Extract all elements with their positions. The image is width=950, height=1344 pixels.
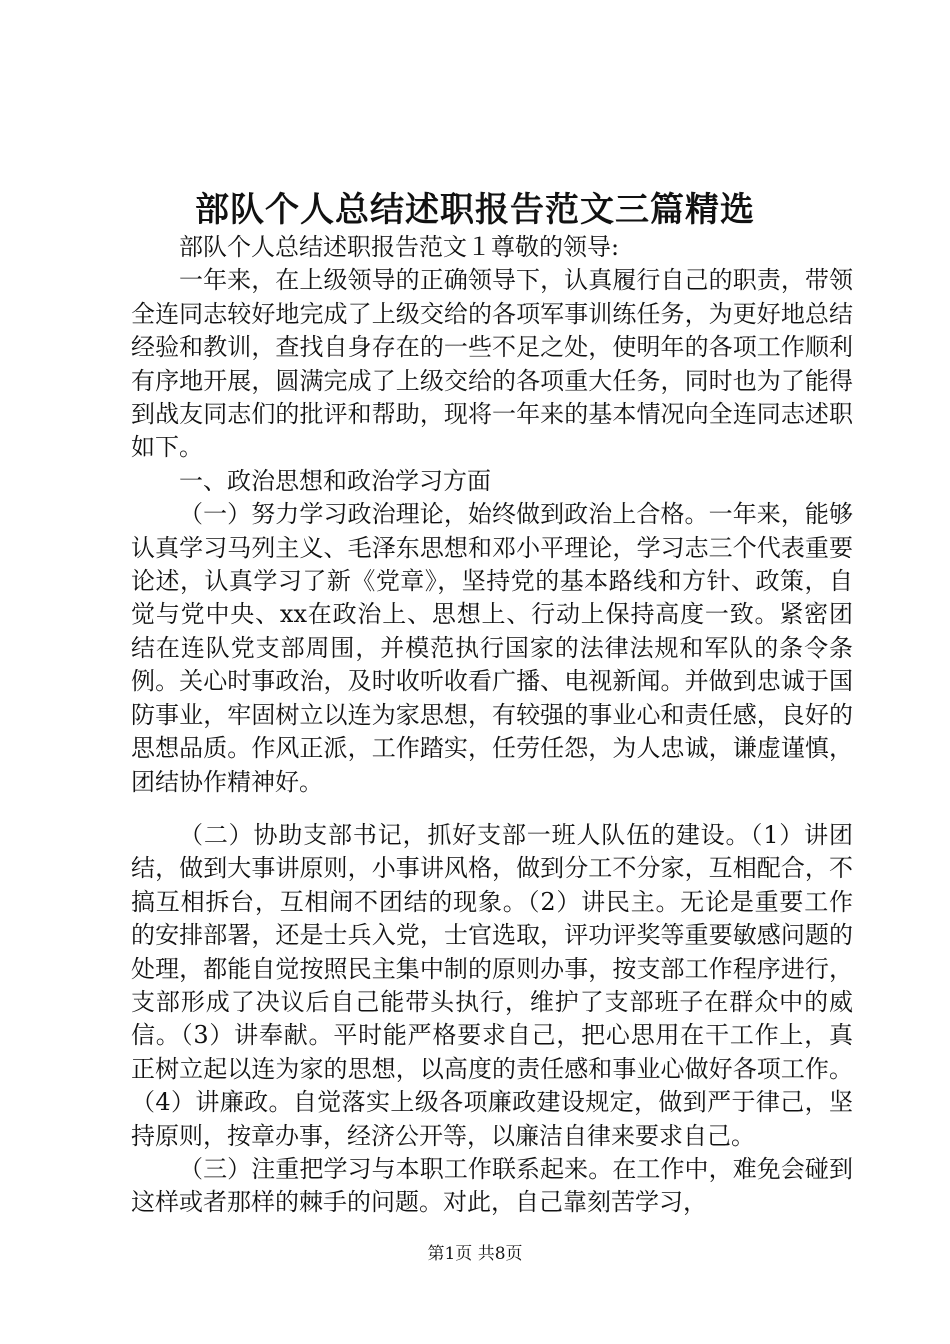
intro-paragraph: 一年来，在上级领导的正确领导下，认真履行自己的职责，带领全连同志较好地完成了上级交给的各项军事训练任务，为更好地总结经验和教训，查找自身存在的一些不足之处，使明年的各项工作顺利有序地开展，圆满完成了上级交给的各项重大任务，同时也为了能得到战友同志们的批评和帮助，现将一年来的基本情况向全连同志述职如下。 (131, 266, 853, 462)
section-heading: 一、政治思想和政治学习方面 (179, 466, 491, 495)
page-footer: 第1页 共8页 (427, 1244, 523, 1264)
paragraph-one: （一）努力学习政治理论，始终做到政治上合格。一年来，能够认真学习马列主义、毛泽东思想和邓小平理论，学习志三个代表重要论述，认真学习了新《党章》，坚持党的基本路线和方针、政策，自觉与党中央、xx在政治上、思想上、行动上保持高度一致。紧密团结在连队党支部周围，并模范执行国家的法律法规和军队的条令条例。关心时事政治，及时收听收看广播、电视新闻。并做到忠诚于国防事业，牢固树立以连为家思想，有较强的事业心和责任感，良好的思想品质。作风正派，工作踏实，任劳任怨，为人忠诚，谦虚谨慎，团结协作精神好。 (131, 500, 853, 796)
paragraph-three: （三）注重把学习与本职工作联系起来。在工作中，难免会碰到这样或者那样的棘手的问题。对此，自己靠刻苦学习， (131, 1154, 853, 1217)
salutation-paragraph: 部队个人总结述职报告范文１尊敬的领导: (179, 233, 620, 261)
paragraph-two: （二）协助支部书记，抓好支部一班人队伍的建设。（1）讲团结，做到大事讲原则，小事讲风格，做到分工不分家，互相配合，不搞互相拆台，互相闹不团结的现象。（2）讲民主。无论是重要工作的安排部署，还是士兵入党，士官选取，评功评奖等重要敏感问题的处理，都能自觉按照民主集中制的原则办事，按支部工作程序进行，支部形成了决议后自己能带头执行，维护了支部班子在群众中的威信。（3）讲奉献。平时能严格要求自己，把心思用在干工作上，真正树立起以连为家的思想，以高度的责任感和事业心做好各项工作。（4）讲廉政。自觉落实上级各项廉政建设规定，做到严于律己，坚持原则，按章办事，经济公开等，以廉洁自律来要求自己。 (131, 820, 853, 1150)
document-body (131, 231, 853, 1220)
document-title: 部队个人总结述职报告范文三篇精选 (195, 190, 755, 230)
